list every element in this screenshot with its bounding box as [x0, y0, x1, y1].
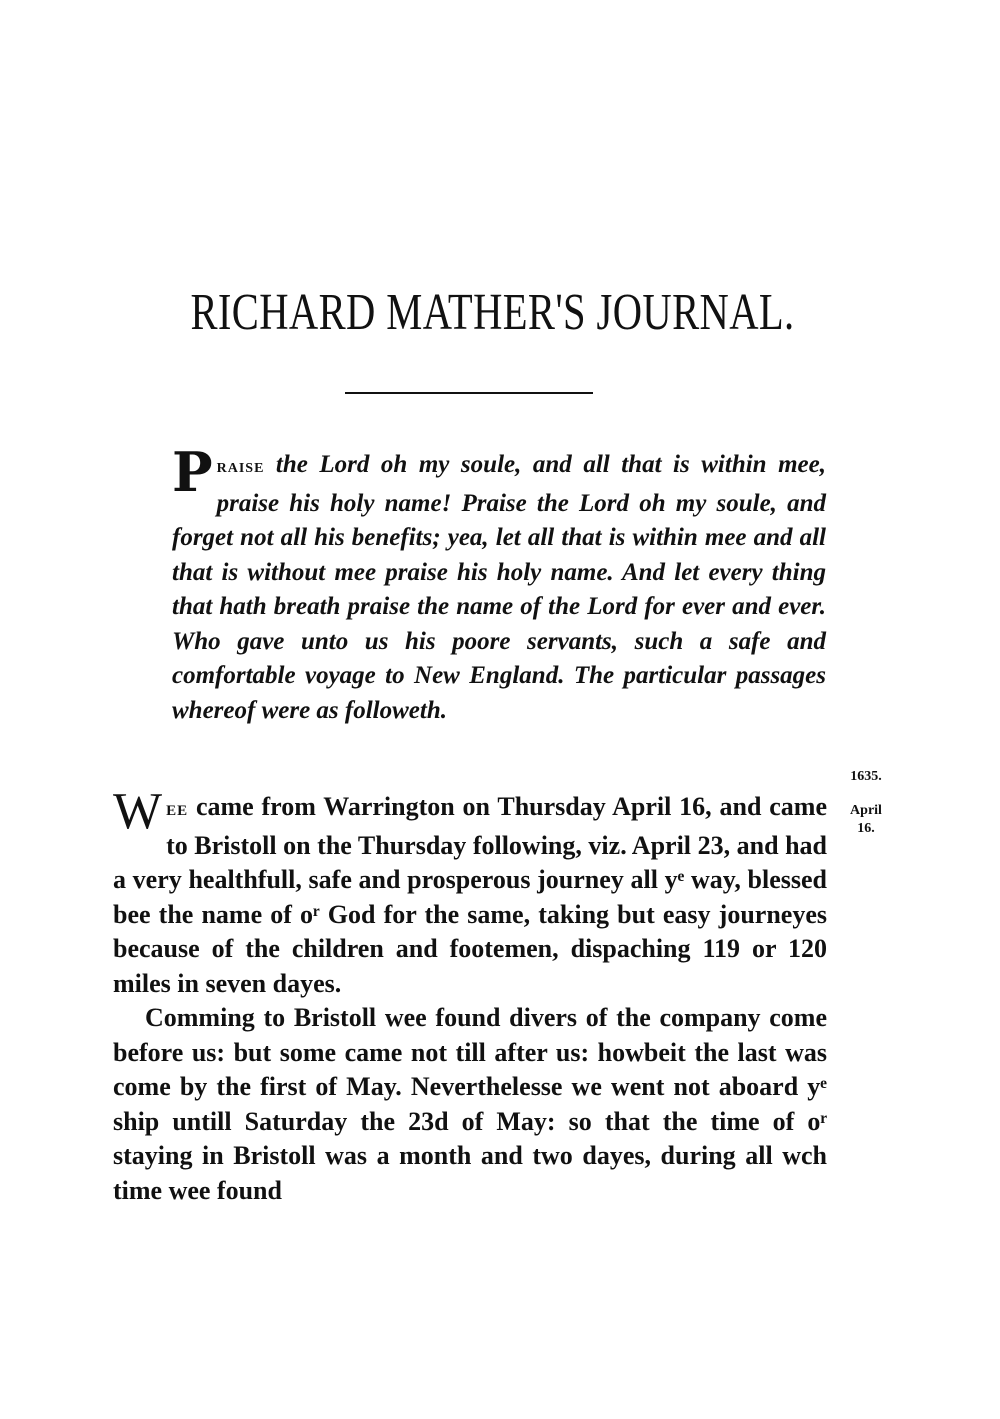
- margin-year: 1635.: [850, 769, 882, 784]
- drop-cap-w: W: [113, 783, 163, 840]
- preface-text: the Lord oh my soule, and all that is within mee, praise his holy name! Praise the Lord oh my soule, and forget not all his benefits; yea, let all that is within mee and all that is without mee praise his holy name. And let every thing that hath breath praise the name of the Lord for ever and ever. Who gave unto us his poore servants, such a safe and comfortable voyage to New England. The particular passages whereof were as followeth.: [172, 451, 826, 724]
- preface-small-caps: RAISE: [216, 461, 265, 476]
- preface-paragraph: [172, 440, 826, 728]
- paragraph-1-text: came from Warrington on Thursday April 16, and came to Bristoll on the Thursday following, viz. April 23, and had a very healthfull, safe and prosperous journey all yᵉ way, blessed bee the name of oʳ God for the same, taking but easy journeyes because of the children and footemen, dispaching 119 or 120 miles in seven dayes.: [113, 792, 827, 998]
- page-title: RICHARD MATHER'S JOURNAL.: [190, 284, 795, 341]
- margin-date-note: [836, 768, 896, 838]
- drop-cap: P: [172, 440, 213, 504]
- margin-day: 16.: [857, 821, 875, 836]
- margin-month: April: [850, 803, 882, 818]
- title-divider: [345, 392, 593, 394]
- journal-paragraph-2: Comming to Bristoll wee found divers of the company come before us: but some came not till after us: howbeit the last was come by the first of May. Neverthelesse we went not aboard yᵉ ship untill Saturday the 23d of May: so that the time of oʳ staying in Bristoll was a month and two dayes, during all wch time wee found: [113, 1003, 827, 1205]
- journal-body: [113, 783, 827, 1208]
- journal-paragraph-1: [113, 783, 827, 1001]
- paragraph-1-small-caps: EE: [166, 803, 189, 819]
